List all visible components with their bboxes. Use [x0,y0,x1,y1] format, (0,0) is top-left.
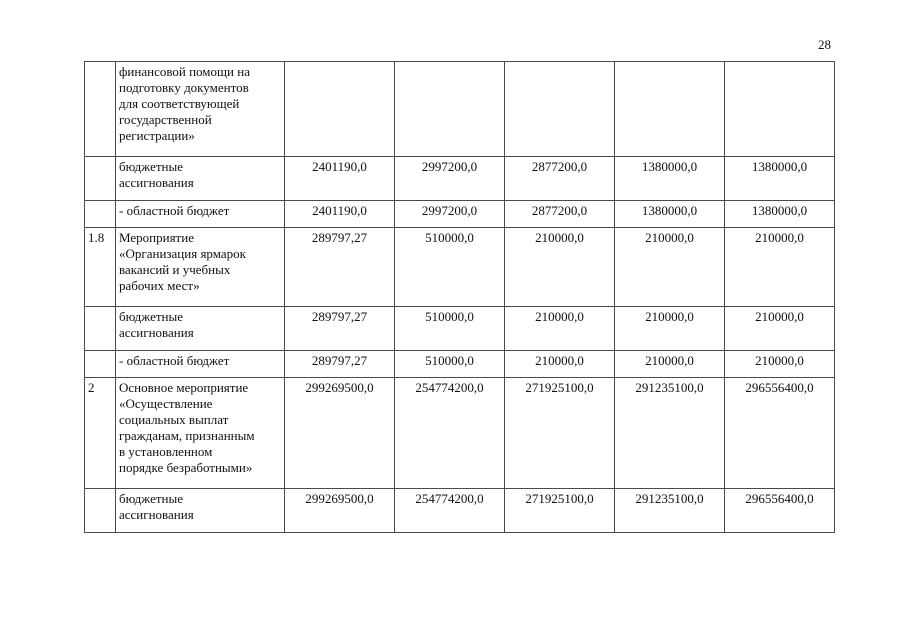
table-row [85,307,835,351]
value-cell: 210000,0 [505,351,615,378]
description-text: финансовой помощи на подготовку документов для соответствующей государственной регистрации» [119,64,250,143]
value-cell: 1380000,0 [725,157,835,201]
value-cell: 1380000,0 [725,201,835,228]
value-cell: 2877200,0 [505,201,615,228]
value-cell: 291235100,0 [615,489,725,533]
value-cell: 2877200,0 [505,157,615,201]
description-cell [116,378,285,489]
row-number-cell [85,62,116,157]
table-row [85,62,835,157]
value-cell: 510000,0 [395,351,505,378]
value-cell: 299269500,0 [285,378,395,489]
description-text: Основное мероприятие «Осуществление социальных выплат гражданам, признанным в установленном порядке безработными» [119,380,255,475]
table-row [85,201,835,228]
description-text: бюджетные ассигнования [119,491,194,522]
value-cell: 1380000,0 [615,201,725,228]
row-number-cell [85,157,116,201]
value-cell [725,62,835,157]
table-row [85,351,835,378]
description-text: Мероприятие «Организация ярмарок вакансий и учебных рабочих мест» [119,230,246,293]
row-number-cell [85,489,116,533]
value-cell: 210000,0 [505,307,615,351]
value-cell [615,62,725,157]
value-cell: 291235100,0 [615,378,725,489]
table-row [85,157,835,201]
value-cell [395,62,505,157]
value-cell: 2997200,0 [395,201,505,228]
row-number-cell: 2 [85,378,116,489]
value-cell: 289797,27 [285,228,395,307]
value-cell [505,62,615,157]
value-cell: 1380000,0 [615,157,725,201]
value-cell [285,62,395,157]
value-cell: 210000,0 [615,228,725,307]
value-cell: 296556400,0 [725,489,835,533]
value-cell: 510000,0 [395,307,505,351]
row-number-cell [85,307,116,351]
budget-table [84,61,835,533]
row-number-cell: 1.8 [85,228,116,307]
value-cell: 210000,0 [725,351,835,378]
value-cell: 296556400,0 [725,378,835,489]
value-cell: 254774200,0 [395,378,505,489]
description-text: бюджетные ассигнования [119,159,194,190]
value-cell: 299269500,0 [285,489,395,533]
value-cell: 210000,0 [615,351,725,378]
value-cell: 2401190,0 [285,201,395,228]
value-cell: 210000,0 [615,307,725,351]
value-cell: 289797,27 [285,351,395,378]
description-cell [116,351,285,378]
value-cell: 2401190,0 [285,157,395,201]
description-cell [116,201,285,228]
value-cell: 289797,27 [285,307,395,351]
description-text: бюджетные ассигнования [119,309,194,340]
value-cell: 210000,0 [725,228,835,307]
description-cell [116,157,285,201]
value-cell: 254774200,0 [395,489,505,533]
table-row [85,489,835,533]
table-row [85,228,835,307]
description-text: - областной бюджет [119,353,230,368]
row-number-cell [85,351,116,378]
value-cell: 210000,0 [725,307,835,351]
description-cell [116,489,285,533]
value-cell: 271925100,0 [505,378,615,489]
value-cell: 2997200,0 [395,157,505,201]
page-number: 28 [818,37,831,52]
description-cell [116,62,285,157]
description-cell [116,228,285,307]
description-text: - областной бюджет [119,203,230,218]
table-row [85,378,835,489]
value-cell: 510000,0 [395,228,505,307]
description-cell [116,307,285,351]
value-cell: 210000,0 [505,228,615,307]
value-cell: 271925100,0 [505,489,615,533]
row-number-cell [85,201,116,228]
